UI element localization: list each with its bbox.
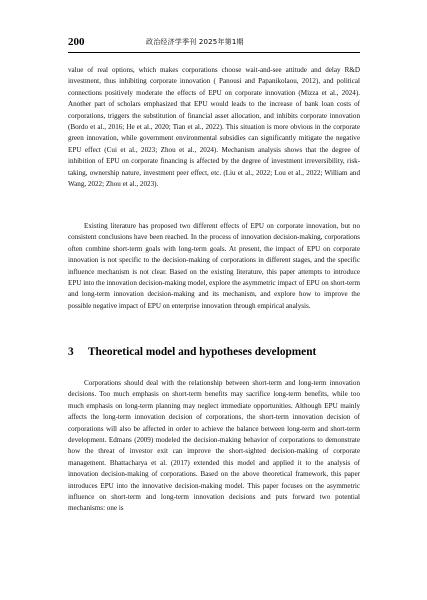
paragraph-1: value of real options, which makes corporations choose wait-and-see attitude and delay R&D investment, thus inhibiting corporate innovation ( Panousi and Papanikolaou, 2012), and political connections positively moderate the effects of EPU on corporate innovation (Mizza et al., 2024). Another part of scholars emphasized that EPU would leads to the increase of bank loan costs of corporations, triggers the substitution of financial asset allocation, and inhibits corporate innovation (Bordo et al., 2016; He et al., 2020; Tian et al., 2022). This situation is more obvious in the corporate green innovation, while government environmental subsidies can significantly mitigate the negative EPU effect (Cui et al., 2023; Zhou et al., 2024). Mechanism analysis shows that the degree of inhibition of EPU on corporate financing is affected by the degree of investment irreversibility, risk-taking, ownership nature, investment peer effect, etc. (Liu et al., 2022; Lou et al., 2022; William and Wang, 2022; Zhou et al., 2023). (68, 66, 360, 189)
journal-title: 政治经济学季刊 2025年第1期 (146, 38, 244, 46)
section-number: 3 (68, 346, 74, 358)
paragraph-2: Existing literature has proposed two different effects of EPU on corporate innovation, but no consistent conclusions have been reached. In the process of innovation decision-making, corporations often combine short-term goals with long-term goals. At present, the impact of EPU on corporate innovation is not specific to the decision-making of corporations in different stages, and the specific influence mechanism is not clear. Based on the existing literature, this paper attempts to introduce EPU into the innovation decision-making model, explore the asymmetric impact of EPU on short-term and long-term innovation decision-making and its mechanism, and explore how to improve the possible negative impact of EPU on enterprise innovation through empirical analysis. (68, 222, 360, 310)
header-rule (68, 52, 360, 53)
paragraph-3: Corporations should deal with the relationship between short-term and long-term innovation decisions. Too much emphasis on short-term benefits may sacrifice long-term benefits, while too much emphasis on long-term planning may neglect immediate opportunities. Although EPU mainly affects the long-term innovation decision of corporations, the short-term innovation decision of corporations will also be affected in order to achieve the balance between long-term and short-term development. Edmans (2009) modeled the decision-making behavior of corporations to demonstrate how the threat of investor exit can improve the short-sighted decision-making of corporate management. Bhattacharya et al. (2017) extended this model and applied it to the analysis of innovation decision-making of corporations. Based on the above theoretical framework, this paper introduces EPU into the innovative decision-making model. This paper focuses on the asymmetric influence on short-term and long-term innovation decisions and puts forward two potential mechanisms: one is (68, 379, 360, 513)
section-heading (68, 346, 316, 358)
section-title: Theoretical model and hypotheses development (88, 346, 317, 358)
page-number: 200 (68, 36, 85, 48)
running-header (68, 36, 363, 50)
